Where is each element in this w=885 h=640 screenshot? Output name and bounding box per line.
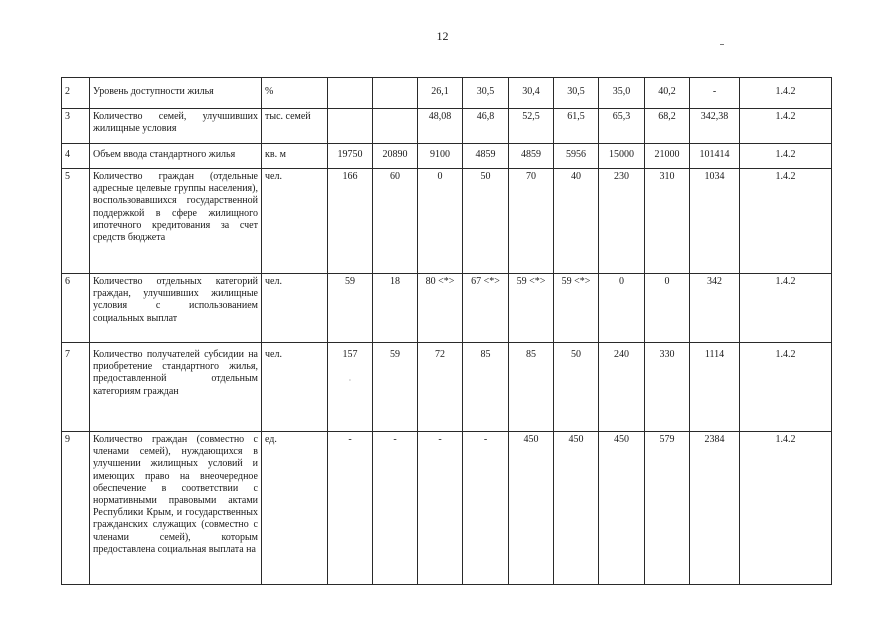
value-cell: 48,08 [418,109,463,144]
value-cell: 60 [373,169,418,274]
unit-cell: чел. [262,274,328,343]
unit-cell: чел. [262,169,328,274]
row-number-cell: 6 [62,274,90,343]
code-cell: 1.4.2 [740,169,832,274]
unit-cell: % [262,78,328,109]
value-cell: 40,2 [645,78,690,109]
table-row [62,109,832,144]
value-cell: 342,38 [690,109,740,144]
table-row [62,274,832,343]
indicator-name-cell: Уровень доступности жилья [90,78,262,109]
indicator-table [61,77,832,585]
unit-cell: ед. [262,432,328,585]
value-cell: 101414 [690,144,740,169]
value-cell: 30,4 [509,78,554,109]
value-cell: 46,8 [463,109,509,144]
value-cell: 85 [463,343,509,432]
code-cell: 1.4.2 [740,343,832,432]
scan-speck: · [348,376,352,386]
table-row [62,343,832,432]
value-cell: 21000 [645,144,690,169]
value-cell: 1034 [690,169,740,274]
value-cell [328,109,373,144]
value-cell: 72 [418,343,463,432]
value-cell: 19750 [328,144,373,169]
value-cell: 59 [328,274,373,343]
row-number-cell: 2 [62,78,90,109]
value-cell: 450 [554,432,599,585]
value-cell: 579 [645,432,690,585]
value-cell: 0 [418,169,463,274]
value-cell: 50 [463,169,509,274]
indicator-name-cell: Количество граждан (совместно с членами семей), нуждающихся в улучшении жилищных условий и имеющих право на внеочередное обеспечение в соответствии с нормативными правовыми актами Республики Крым, и государственных гражданских служащих (совместно с членами семей), которым предоставлена социальная выплата на [90,432,262,585]
value-cell: 5956 [554,144,599,169]
value-cell: 15000 [599,144,645,169]
code-cell: 1.4.2 [740,109,832,144]
value-cell: 9100 [418,144,463,169]
value-cell: 59 [373,343,418,432]
value-cell: 450 [509,432,554,585]
value-cell: 65,3 [599,109,645,144]
indicator-name-cell: Количество отдельных категорий граждан, улучшивших жилищные условия с использованием социальных выплат [90,274,262,343]
value-cell: - [690,78,740,109]
value-cell: 1114 [690,343,740,432]
table-row [62,78,832,109]
code-cell: 1.4.2 [740,144,832,169]
value-cell: 80 <*> [418,274,463,343]
value-cell: 26,1 [418,78,463,109]
indicator-name-cell: Количество семей, улучшивших жилищные условия [90,109,262,144]
value-cell: 240 [599,343,645,432]
value-cell: 30,5 [463,78,509,109]
row-number-cell: 4 [62,144,90,169]
indicator-name-cell: Количество граждан (отдельные адресные целевые группы населения), воспользовавшихся государственной поддержкой в сфере жилищного ипотечного кредитования за счет средств бюджета [90,169,262,274]
row-number-cell: 9 [62,432,90,585]
value-cell: 157 · [328,343,373,432]
value-cell: - [373,432,418,585]
row-number-cell: 5 [62,169,90,274]
value-cell: 230 [599,169,645,274]
value-cell: 59 <*> [509,274,554,343]
value-cell: 166 [328,169,373,274]
code-cell: 1.4.2 [740,78,832,109]
value-cell: 30,5 [554,78,599,109]
value-cell: 4859 [509,144,554,169]
value-cell: 0 [645,274,690,343]
value-cell: 52,5 [509,109,554,144]
unit-cell: кв. м [262,144,328,169]
value-cell [328,78,373,109]
value-cell: 85 [509,343,554,432]
value-cell: 310 [645,169,690,274]
value-cell [373,109,418,144]
value-cell: 342 [690,274,740,343]
scan-mark [720,44,724,45]
value-cell: 330 [645,343,690,432]
unit-cell: чел. [262,343,328,432]
value-cell: 4859 [463,144,509,169]
value-cell: 70 [509,169,554,274]
row-number-cell: 3 [62,109,90,144]
page-number: 12 [436,29,449,43]
value-cell: 50 [554,343,599,432]
value-cell: 67 <*> [463,274,509,343]
value-cell: - [328,432,373,585]
value-cell: 20890 [373,144,418,169]
value-cell: 18 [373,274,418,343]
indicator-name-cell: Количество получателей субсидии на приобретение стандартного жилья, предоставленной отдельным категориям граждан [90,343,262,432]
code-cell: 1.4.2 [740,274,832,343]
table-row [62,169,832,274]
value-cell: 59 <*> [554,274,599,343]
value-cell: - [418,432,463,585]
value-cell: 0 [599,274,645,343]
value-cell [373,78,418,109]
value-cell: 61,5 [554,109,599,144]
value-cell: 68,2 [645,109,690,144]
value-cell: 35,0 [599,78,645,109]
value-cell: 40 [554,169,599,274]
unit-cell: тыс. семей [262,109,328,144]
value-cell: - [463,432,509,585]
table-row [62,432,832,585]
table-row [62,144,832,169]
value-cell: 2384 [690,432,740,585]
code-cell: 1.4.2 [740,432,832,585]
indicator-name-cell: Объем ввода стандартного жилья [90,144,262,169]
value-cell: 450 [599,432,645,585]
row-number-cell: 7 [62,343,90,432]
